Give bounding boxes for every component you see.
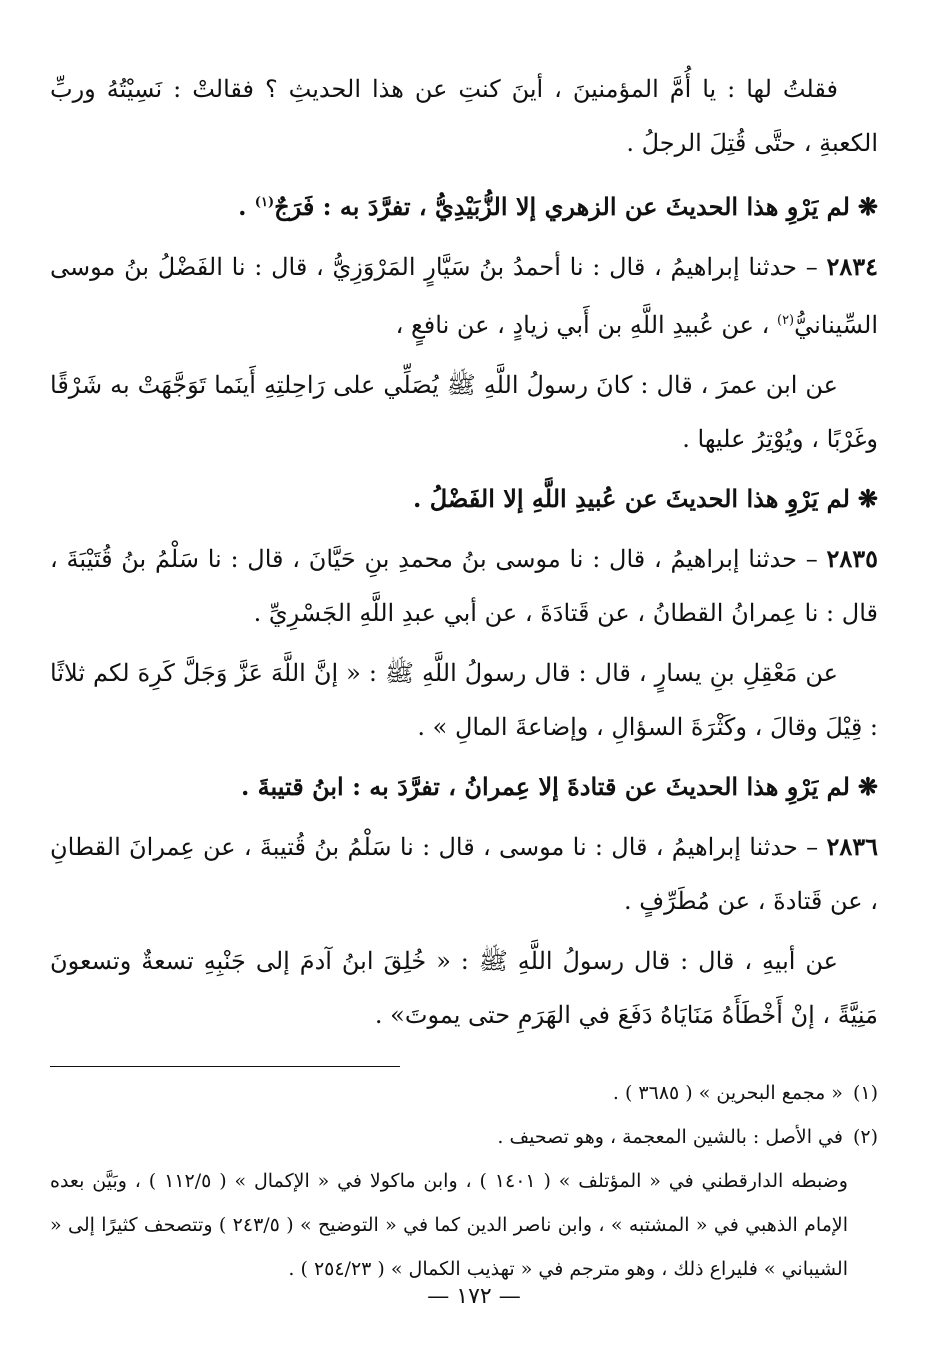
isnad-text: – حدثنا إبراهيمُ ، قال : نا موسى بنُ محمدِ بنِ حَيَّانَ ، قال : نا سَلْمُ بنُ قُتَيْبَةَ ، قال : نا عِمرانُ القطانُ ، عن قَتادَةَ ، عن أبي عبدِ اللَّهِ الجَسْرِيِّ . — [50, 545, 878, 627]
isnad-text: – حدثنا إبراهيمُ ، قال : نا أحمدُ بنُ سَيَّارٍ المَرْوَزِيُّ ، قال : نا الفَضْلُ بنُ موسى السِّينانيُّ — [50, 253, 878, 339]
note-text: لم يَرْوِ هذا الحديثَ عن عُبيدِ اللَّهِ إلا الفَضْلُ . — [413, 484, 850, 513]
footnote-ref: (٢) — [776, 313, 795, 328]
footnote-2 — [50, 1115, 878, 1159]
hadith-2835-isnad — [50, 532, 878, 640]
footnote-ref: (١) — [254, 195, 275, 210]
footnote-number: (١) — [852, 1082, 878, 1104]
footnote-text: في الأصل : بالشين المعجمة ، وهو تصحيف . — [497, 1126, 843, 1148]
footnotes — [50, 1071, 878, 1291]
star-icon: ❋ — [857, 484, 878, 513]
star-icon: ❋ — [857, 192, 878, 221]
hadith-2834-isnad — [50, 240, 878, 352]
footnote-number: (٢) — [852, 1126, 878, 1148]
page-number: — ١٧٢ — — [427, 1284, 521, 1309]
note-text: لم يَرْوِ هذا الحديثَ عن قتادةَ إلا عِمرانُ ، تفرَّدَ به : ابنُ قتيبةَ . — [240, 772, 850, 801]
hadith-2834-matn: عن ابن عمرَ ، قال : كانَ رسولُ اللَّهِ ﷺ يُصَلِّي على رَاحِلتِهِ أَينَما تَوَجَّهَتْ به شَرْقًا وغَرْبًا ، ويُوْتِرُ عليها . — [50, 371, 878, 453]
isnad-tail: ، عن عُبيدِ اللَّهِ بن أَبي زيادٍ ، عن نافعٍ ، — [395, 311, 777, 339]
hadith-2836-matn: عن أبيهِ ، قال : قال رسولُ اللَّهِ ﷺ : « خُلِقَ ابنُ آدمَ إلى جَنْبِهِ تسعةٌ وتسعونَ مَنِيَّةً ، إنْ أَخْطَأَهُ مَنَايَاهُ دَفَعَ في الهَرَمِ حتى يموتَ» . — [50, 947, 878, 1029]
note-line: ❋لم يَرْوِ هذا الحديثَ عن الزهري إلا الزُّبَيْدِيُّ ، تفرَّدَ به : فَرَجٌ$^{(١)}$ . — [238, 192, 878, 221]
footnote-1 — [50, 1071, 878, 1115]
hadith-number: ٢٨٣٦ — [826, 832, 878, 861]
paragraph-continuation: فقلتُ لها : يا أُمَّ المؤمنينَ ، أينَ كنتِ عن هذا الحديثِ ؟ فقالتْ : نَسِيْتُهُ وربِّ الكعبةِ ، حتَّى قُتِلَ الرجلُ . — [50, 75, 878, 157]
hadith-2836-isnad — [50, 820, 878, 928]
note-line — [50, 472, 878, 526]
footnote-separator — [50, 1066, 878, 1067]
note-text: لم يَرْوِ هذا الحديثَ عن الزهري إلا الزُّبَيْدِيُّ ، تفرَّدَ به : فَرَجٌ — [274, 192, 850, 221]
star-icon: ❋ — [857, 772, 878, 801]
footnote-2-continuation: وضبطه الدارقطني في « المؤتلف » ( ١٤٠١ ) ، وابن ماكولا في « الإكمال » ( ١١٢/٥ ) ، وبَيَّن بعده الإمام الذهبي في « المشتبه » ، وابن ناصر الدين كما في « التوضيح » ( ٢٤٣/٥ ) وتتصحف كثيرًا إلى « الشيباني » فليراع ذلك ، وهو مترجم في « تهذيب الكمال » ( ٢٥٤/٢٣ ) . — [50, 1170, 848, 1280]
hadith-number: ٢٨٣٥ — [826, 544, 878, 573]
note-line — [50, 760, 878, 814]
hadith-2835-matn: عن مَعْقِلِ بنِ يسارٍ ، قال : قال رسولُ اللَّهِ ﷺ : « إنَّ اللَّهَ عَزَّ وَجَلَّ كَرِهَ لكم ثلاثًا : قِيْلَ وقالَ ، وكَثْرَةَ السؤالِ ، وإضاعةَ المالِ » . — [50, 659, 878, 741]
isnad-text: – حدثنا إبراهيمُ ، قال : نا موسى ، قال : نا سَلْمُ بنُ قُتيبةَ ، عن عِمرانَ القطانِ ، عن قَتادةَ ، عن مُطَرِّفٍ . — [50, 833, 878, 915]
footnote-text: « مجمع البحرين » ( ٣٦٨٥ ) . — [612, 1082, 843, 1104]
hadith-number: ٢٨٣٤ — [826, 252, 878, 281]
